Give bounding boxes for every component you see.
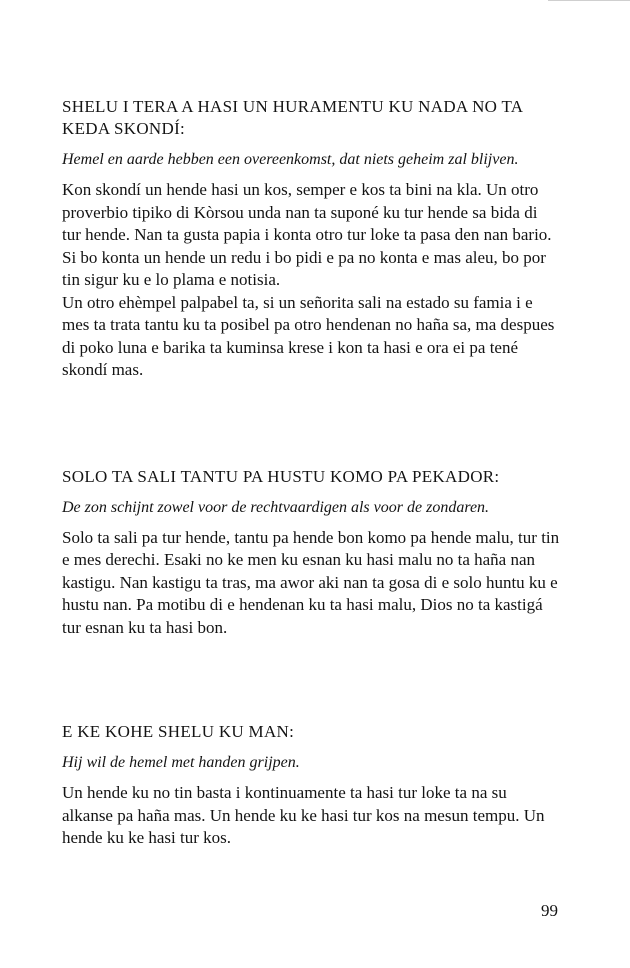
dutch-translation: Hij wil de hemel met handen grijpen. <box>62 754 300 771</box>
page-content <box>62 96 560 850</box>
dutch-translation: Hemel en aarde hebben een overeenkomst, dat niets geheim zal blijven. <box>62 151 519 168</box>
explanation-paragraph: Un otro ehèmpel palpabel ta, si un señorita sali na estado su famia i e mes ta trata tantu ku ta posibel pa otro hendenan no haña sa, ma despues di poko luna e barika ta kuminsa krese i kon ta hasi e ora ei pa tené skondí mas. <box>62 292 555 379</box>
explanation-paragraph: Si bo konta un hende un redu i bo pidi e pa no konta e mas aleu, bo por tin sigur ku e lo plama e notisia. <box>62 247 546 289</box>
proverb-heading: E KE KOHE SHELU KU MAN: <box>62 722 295 741</box>
page-number: 99 <box>541 901 558 920</box>
explanation-paragraph: Un hende ku no tin basta i kontinuamente ta hasi tur loke ta na su alkanse pa haña mas. Un hende ku ke hasi tur kos na mesun tempu. Un hende ku ke hasi tur kos. <box>62 783 545 847</box>
proverb-entry-2 <box>62 466 560 640</box>
proverb-heading: SHELU I TERA A HASI UN HURAMENTU KU NADA NO TA KEDA SKONDÍ: <box>62 97 523 138</box>
proverb-entry-1 <box>62 96 560 382</box>
proverb-entry-3 <box>62 721 560 850</box>
explanation-paragraph: Solo ta sali pa tur hende, tantu pa hende bon komo pa hende malu, tur tin e mes derechi. Esaki no ke men ku esnan ku hasi malu no ta haña nan kastigu. Nan kastigu ta tras, ma awor aki nan ta gosa di e solo huntu ku e hustu nan. Pa motibu di e hendenan ku ta hasi malu, Dios no ta kastigá tur esnan ku ta hasi bon. <box>62 527 560 637</box>
proverb-heading: SOLO TA SALI TANTU PA HUSTU KOMO PA PEKADOR: <box>62 466 500 486</box>
dutch-translation: De zon schijnt zowel voor de rechtvaardigen als voor de zondaren. <box>62 498 490 516</box>
explanation-paragraph: Kon skondí un hende hasi un kos, semper e kos ta bini na kla. Un otro proverbio tipiko di Kòrsou unda nan ta suponé ku tur hende sa bida di tur hende. Nan ta gusta papia i konta otro tur loke ta pasa den nan bario. <box>62 180 552 244</box>
top-edge-rule <box>548 0 630 1</box>
